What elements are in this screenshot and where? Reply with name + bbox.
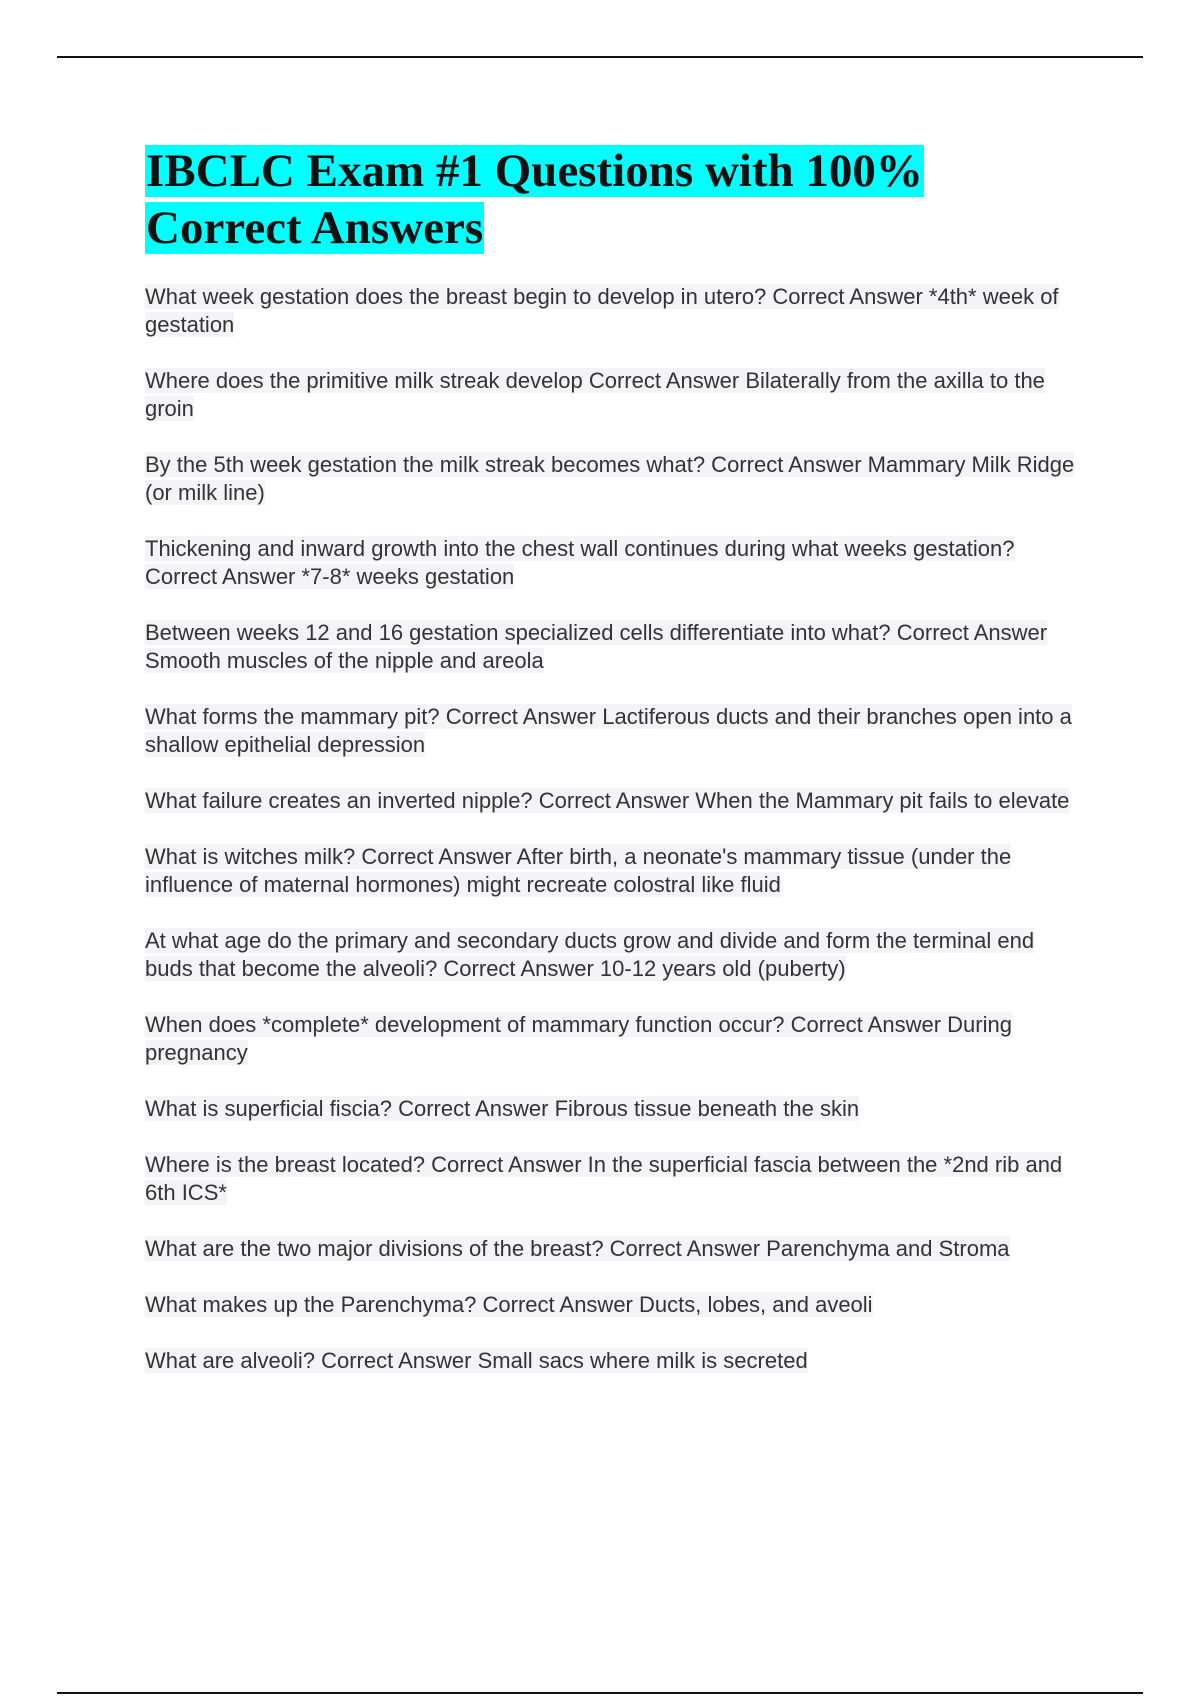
qa-list — [145, 283, 1085, 1375]
bottom-rule — [57, 1692, 1143, 1694]
qa-item — [145, 1235, 1085, 1263]
qa-item — [145, 451, 1085, 507]
qa-item — [145, 535, 1085, 591]
qa-text: What is superficial fiscia? Correct Answer Fibrous tissue beneath the skin — [145, 1096, 860, 1121]
qa-item — [145, 367, 1085, 423]
qa-item — [145, 843, 1085, 899]
qa-item — [145, 927, 1085, 983]
top-rule — [57, 56, 1143, 58]
qa-item — [145, 1291, 1085, 1319]
qa-item — [145, 1151, 1085, 1207]
qa-text: What makes up the Parenchyma? Correct Answer Ducts, lobes, and aveoli — [145, 1292, 873, 1317]
qa-text: What week gestation does the breast begin to develop in utero? Correct Answer *4th* week of gestation — [145, 284, 1059, 337]
document-title-text: IBCLC Exam #1 Questions with 100% Correct Answers — [146, 145, 923, 254]
document-title — [145, 143, 1085, 257]
qa-text: What are the two major divisions of the breast? Correct Answer Parenchyma and Stroma — [145, 1236, 1010, 1261]
qa-item — [145, 283, 1085, 339]
qa-item — [145, 703, 1085, 759]
qa-text: Where does the primitive milk streak develop Correct Answer Bilaterally from the axilla to the groin — [145, 368, 1045, 421]
qa-text: At what age do the primary and secondary ducts grow and divide and form the terminal end buds that become the alveoli? Correct Answer 10-12 years old (puberty) — [145, 928, 1035, 981]
qa-item — [145, 1347, 1085, 1375]
qa-item — [145, 787, 1085, 815]
qa-text: When does *complete* development of mammary function occur? Correct Answer During pregnancy — [145, 1012, 1012, 1065]
document-body — [145, 143, 1085, 1403]
qa-text: Between weeks 12 and 16 gestation specialized cells differentiate into what? Correct Answer Smooth muscles of the nipple and areola — [145, 620, 1048, 673]
qa-item — [145, 1095, 1085, 1123]
qa-item — [145, 619, 1085, 675]
qa-text: What failure creates an inverted nipple? Correct Answer When the Mammary pit fails to elevate — [145, 788, 1070, 813]
qa-text: Where is the breast located? Correct Answer In the superficial fascia between the *2nd rib and 6th ICS* — [145, 1152, 1063, 1205]
qa-text: What forms the mammary pit? Correct Answer Lactiferous ducts and their branches open into a shallow epithelial depression — [145, 704, 1072, 757]
qa-text: Thickening and inward growth into the chest wall continues during what weeks gestation? Correct Answer *7-8* weeks gestation — [145, 536, 1015, 589]
qa-text: What are alveoli? Correct Answer Small sacs where milk is secreted — [145, 1348, 808, 1373]
qa-item — [145, 1011, 1085, 1067]
qa-text: What is witches milk? Correct Answer After birth, a neonate's mammary tissue (under the influence of maternal hormones) might recreate colostral like fluid — [145, 844, 1012, 897]
qa-text: By the 5th week gestation the milk streak becomes what? Correct Answer Mammary Milk Ridge (or milk line) — [145, 452, 1075, 505]
